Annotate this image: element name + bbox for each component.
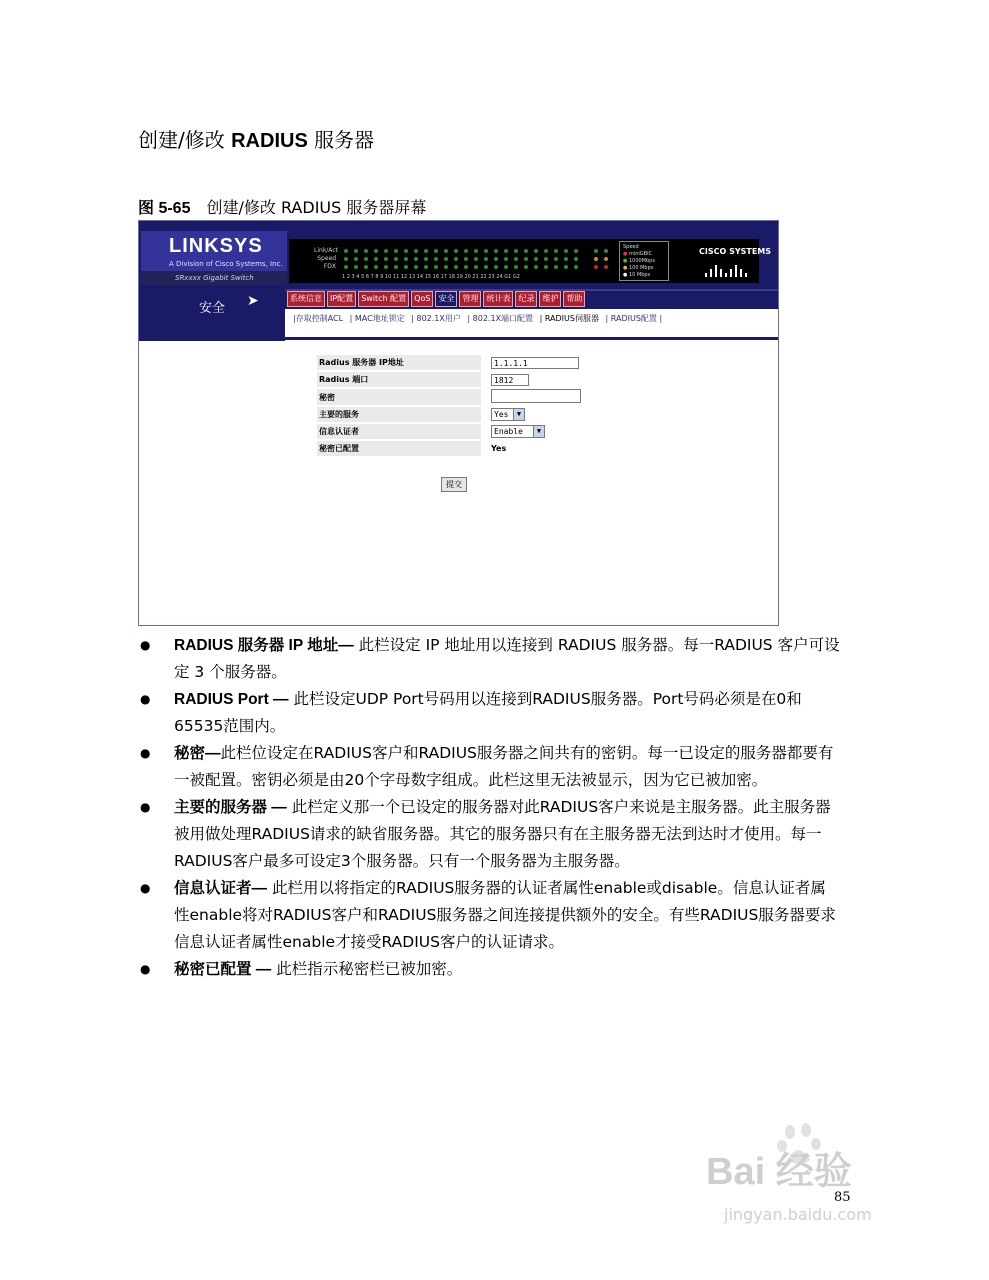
port-led [404,265,408,269]
tab-statistics[interactable]: 统计表 [483,291,513,307]
port-led [434,265,438,269]
cisco-bars-icon [705,261,757,277]
list-item: ● RADIUS 服务器 IP 地址— 此栏设定 IP 地址用以连接到 RADIUS 服务器。每一RADIUS 客户可设定 3 个服务器。 [140,632,840,686]
port-led [374,249,378,253]
model-label: SRxxxx Gigabit Switch [141,271,287,285]
port-led [444,257,448,261]
secret-configured-label: 秘密已配置 [317,441,481,456]
port-led [364,265,368,269]
figure-label: 图 5-65 [138,200,191,217]
section-area [139,289,285,341]
port-numbers: 1 2 3 4 5 6 7 8 9 10 11 12 13 14 15 16 17 18 19 20 21 22 23 24 G1 G2 [342,274,520,280]
port-led [444,249,448,253]
port-led [394,265,398,269]
port-led [534,249,538,253]
heading-text-post: 服务器 [314,128,375,152]
subnav-mac-lock[interactable]: | MAC地址锁定 [349,314,405,323]
port-led [524,249,528,253]
port-led [564,249,568,253]
page-number: 85 [834,1190,851,1205]
subnav-8021x-port[interactable]: | 802.1X端口配置 [467,314,534,323]
port-input[interactable]: 1812 [491,374,529,386]
radius-server-form [317,353,583,458]
port-led [384,257,388,261]
page-heading [138,124,374,153]
tab-help[interactable]: 帮助 [563,291,585,307]
port-led [424,265,428,269]
port-led [414,265,418,269]
watermark-text: Bai 经验 [706,1151,852,1193]
figure-title: 创建/修改 RADIUS 服务器屏幕 [206,198,427,217]
form-row-primary [317,407,583,422]
tab-qos[interactable]: QoS [411,291,433,307]
port-led [534,265,538,269]
led-label-fdx: FDX [323,263,336,270]
port-led [514,249,518,253]
list-item: ● RADIUS Port — 此栏设定UDP Port号码用以连接到RADIUS服务器。Port号码必须是在0和65535范围内。 [140,686,840,740]
chevron-down-icon: ▼ [533,426,544,437]
port-led [364,257,368,261]
form-row-auth [317,424,583,439]
led-label-speed: Speed [317,255,336,262]
port-led [424,257,428,261]
port-led [594,265,598,269]
chevron-down-icon: ▼ [513,409,524,420]
port-led [404,249,408,253]
switch-ui-screenshot [138,220,779,626]
main-tabs [287,291,587,307]
port-led [434,249,438,253]
legend-item: ● 100 Mbps [623,265,654,271]
tab-maintenance[interactable]: 维护 [539,291,561,307]
port-led [484,265,488,269]
description-list [140,632,840,983]
led-label-link: Link/Act [314,247,338,254]
port-led [544,249,548,253]
tab-security[interactable]: 安全 [435,291,457,307]
port-led [594,249,598,253]
port-led [574,249,578,253]
port-led [364,249,368,253]
port-led [414,249,418,253]
port-led [454,249,458,253]
port-led [504,265,508,269]
subnav-8021x-users[interactable]: | 802.1X用户 [411,314,461,323]
port-label: Radius 端口 [317,372,481,387]
port-led [604,257,608,261]
secret-label: 秘密 [317,389,481,405]
authenticator-label: 信息认证者 [317,424,481,439]
port-led [604,265,608,269]
port-led [474,265,478,269]
ip-label: Radius 服务器 IP地址 [317,355,481,370]
form-row-secret-configured [317,441,583,456]
speed-legend [619,241,669,281]
port-led [354,265,358,269]
form-row-ip [317,355,583,370]
tab-ip-config[interactable]: IP配置 [327,291,356,307]
led-labels [314,247,336,271]
port-led [544,265,548,269]
port-led [384,265,388,269]
port-led [414,257,418,261]
port-led [394,257,398,261]
submit-button[interactable]: 提交 [441,477,467,492]
authenticator-value: Enable [494,427,523,436]
subnav-radius-server[interactable]: | RADIUS伺服器 [539,314,599,323]
port-led [374,265,378,269]
tab-system-info[interactable]: 系统信息 [287,291,325,307]
port-led [544,257,548,261]
list-item: ● 信息认证者— 此栏用以将指定的RADIUS服务器的认证者属性enable或disable。信息认证者属性enable将对RADIUS客户和RADIUS服务器之间连接提供额外的安全。有些RADIUS服务器要求信息认证者属性enable才接受RADIUS客户的认证请求。 [140,875,840,956]
port-led [534,257,538,261]
primary-server-value: Yes [494,410,509,419]
port-led [594,257,598,261]
section-title: 安全 [199,301,226,316]
port-led [484,257,488,261]
legend-item: ● 1000Mbps [623,258,655,264]
port-led [374,257,378,261]
figure-caption [138,195,426,218]
form-row-secret [317,389,583,405]
port-led [554,257,558,261]
list-item: ● 主要的服务器 — 此栏定义那一个已设定的服务器对此RADIUS客户来说是主服务器。此主服务器被用做处理RADIUS请求的缺省服务器。其它的服务器只有在主服务器无法到达时才使用。每一RADIUS客户最多可设定3个服务器。只有一个服务器为主服务器。 [140,794,840,875]
port-led [344,249,348,253]
subnav-acl[interactable]: |存取控制ACL [293,314,344,323]
port-led [504,257,508,261]
legend-title: Speed [623,244,639,250]
secret-input[interactable] [491,389,581,403]
port-led [454,265,458,269]
port-led [354,249,358,253]
port-led [464,249,468,253]
port-led [514,265,518,269]
port-led [474,257,478,261]
tab-logs[interactable]: 纪录 [515,291,537,307]
port-led [494,257,498,261]
port-led [574,265,578,269]
port-led [564,257,568,261]
header-divider [139,337,778,340]
port-led [384,249,388,253]
port-led [464,257,468,261]
port-led [454,257,458,261]
port-led [344,265,348,269]
port-led [514,257,518,261]
port-led [574,257,578,261]
legend-item: ● 10 Mbps [623,272,651,278]
mouse-cursor-icon: ➤ [247,293,259,309]
logo-subtitle: A Division of Cisco Systems, Inc. [169,260,283,268]
port-led [354,257,358,261]
secret-configured-value: Yes [481,441,583,456]
form-row-port [317,372,583,387]
port-led [404,257,408,261]
primary-server-select[interactable] [491,408,525,421]
port-led [484,249,488,253]
port-led [344,257,348,261]
watermark-url: jingyan.baidu.com [724,1205,872,1224]
port-led [564,265,568,269]
port-led [524,257,528,261]
port-led [604,249,608,253]
list-item: ● 秘密已配置 — 此栏指示秘密栏已被加密。 [140,956,840,983]
ip-address-input[interactable]: 1.1.1.1 [491,357,579,369]
port-led [504,249,508,253]
port-led [394,249,398,253]
port-led [464,265,468,269]
list-item: ● 秘密—此栏位设定在RADIUS客户和RADIUS服务器之间共有的密钥。每一已设定的服务器都要有一被配置。密钥必须是由20个字母数字组成。此栏这里无法被显示，因为它已被加密。 [140,740,840,794]
port-led [494,265,498,269]
tab-management[interactable]: 管理 [459,291,481,307]
port-led [494,249,498,253]
subnav-radius-config[interactable]: | RADIUS配置 | [605,314,663,323]
port-led [524,265,528,269]
authenticator-select[interactable] [491,425,545,438]
linksys-logo: LINKSYS [169,235,263,257]
port-led [474,249,478,253]
cisco-logo: CISCO SYSTEMS [699,247,772,256]
heading-text-pre: 创建/修改 [138,128,225,152]
port-led [444,265,448,269]
port-led [554,265,558,269]
port-led [554,249,558,253]
port-led [434,257,438,261]
primary-label: 主要的服务 [317,407,481,422]
tab-switch-config[interactable]: Switch 配置 [358,291,409,307]
heading-text-en: RADIUS [231,130,308,152]
port-led [424,249,428,253]
legend-item: ● miniGBIC [623,251,653,257]
